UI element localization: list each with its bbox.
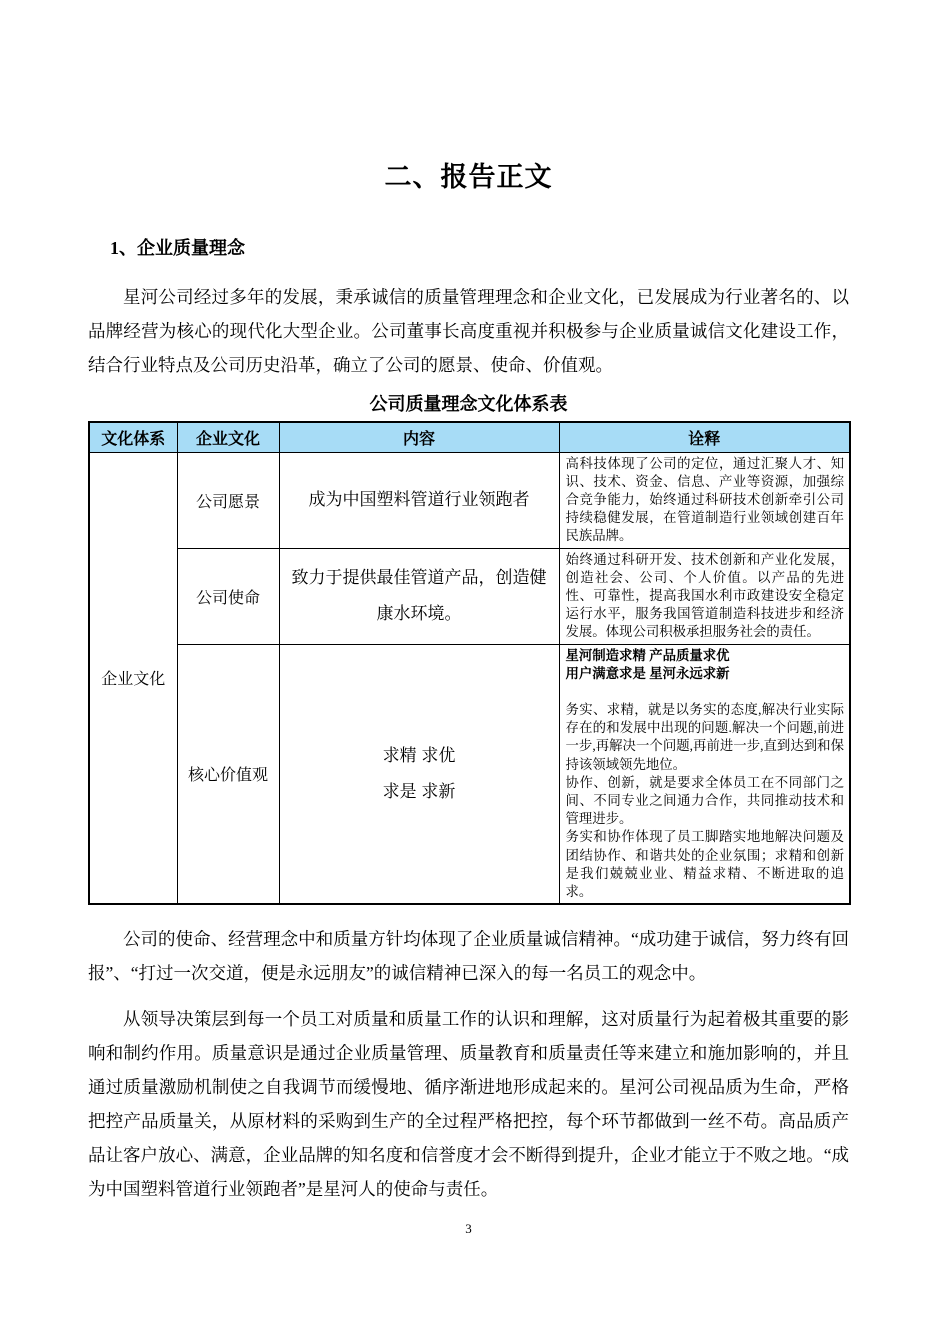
- table-row-vision: [89, 452, 850, 548]
- culture-system-table: [88, 421, 851, 905]
- paragraph-quality-awareness: 从领导决策层到每一个员工对质量和质量工作的认识和理解，这对质量行为起着极其重要的影响和制约作用。质量意识是通过企业质量管理、质量教育和质量责任等来建立和施加影响的，并且通过质量激励机制使之自我调节而缓慢地、循序渐进地形成起来的。星河公司视品质为生命，严格把控产品质量关，从原材料的采购到生产的全过程严格把控，每个环节都做到一丝不苟。高品质产品让客户放心、满意，企业品牌的知名度和信誉度才会不断得到提升，企业才能立于不败之地。“成为中国塑料管道行业领跑者”是星河人的使命与责任。: [88, 1009, 849, 1200]
- cell-values-interpretation: [559, 644, 850, 904]
- table-row-core-values: [89, 644, 850, 904]
- values-slogan-line2: 用户满意求是 星河永远求新: [565, 665, 730, 681]
- table-title: 公司质量理念文化体系表: [369, 394, 568, 414]
- cell-mission-label: 公司使命: [177, 548, 279, 644]
- cell-culture-system: 企业文化: [89, 452, 177, 904]
- values-content-line2: 求是 求新: [382, 781, 456, 801]
- section-heading: 1、企业质量理念: [110, 238, 245, 258]
- table-row-mission: [89, 548, 850, 644]
- values-interpretation-para2: 协作、创新，就是要求全体员工在不同部门之间、不同专业之间通力合作，共同推动技术和管理进步。: [565, 774, 844, 827]
- cell-vision-content: 成为中国塑料管道行业领跑者: [279, 452, 559, 548]
- values-content-line1: 求精 求优: [382, 745, 456, 765]
- column-header-enterprise-culture: 企业文化: [177, 422, 279, 452]
- paragraph-integrity-spirit: 公司的使命、经营理念中和质量方针均体现了企业质量诚信精神。“成功建于诚信，努力终有回报”、“打过一次交道，便是永远朋友”的诚信精神已深入的每一名员工的观念中。: [88, 929, 849, 984]
- cell-mission-content: 致力于提供最佳管道产品，创造健康水环境。: [279, 548, 559, 644]
- page-number: 3: [465, 1221, 472, 1236]
- cell-values-content: [279, 644, 559, 904]
- column-header-content: 内容: [279, 422, 559, 452]
- paragraph-intro: 星河公司经过多年的发展，秉承诚信的质量管理理念和企业文化，已发展成为行业著名的、以品牌经营为核心的现代化大型企业。公司董事长高度重视并积极参与企业质量诚信文化建设工作，结合行业特点及公司历史沿革，确立了公司的愿景、使命、价值观。: [88, 287, 849, 375]
- column-header-culture-system: 文化体系: [89, 422, 177, 452]
- table-header-row: [89, 422, 850, 452]
- cell-values-label: 核心价值观: [177, 644, 279, 904]
- cell-mission-interpretation: 始终通过科研开发、技术创新和产业化发展，创造社会、公司、个人价值。以产品的先进性、可靠性，提高我国水利市政建设安全稳定运行水平，服务我国管道制造科技进步和经济发展。体现公司积极承担服务社会的责任。: [559, 548, 850, 644]
- spacer: [566, 683, 845, 701]
- values-slogan-line1: 星河制造求精 产品质量求优: [565, 647, 730, 663]
- column-header-interpretation: 诠释: [559, 422, 850, 452]
- document-title: 二、报告正文: [384, 162, 553, 192]
- cell-vision-label: 公司愿景: [177, 452, 279, 548]
- cell-vision-interpretation: 高科技体现了公司的定位，通过汇聚人才、知识、技术、资金、信息、产业等资源，加强综合竞争能力，始终通过科研技术创新牵引公司持续稳健发展，在管道制造行业领域创建百年民族品牌。: [559, 452, 850, 548]
- values-interpretation-para3: 务实和协作体现了员工脚踏实地地解决问题及团结协作、和谐共处的企业氛围；求精和创新是我们兢兢业业、精益求精、不断进取的追求。: [565, 829, 844, 899]
- values-interpretation-para1: 务实、求精，就是以务实的态度,解决行业实际存在的和发展中出现的问题.解决一个问题,前进一步,再解决一个问题,再前进一步,直到达到和保持该领域领先地位。: [565, 701, 844, 772]
